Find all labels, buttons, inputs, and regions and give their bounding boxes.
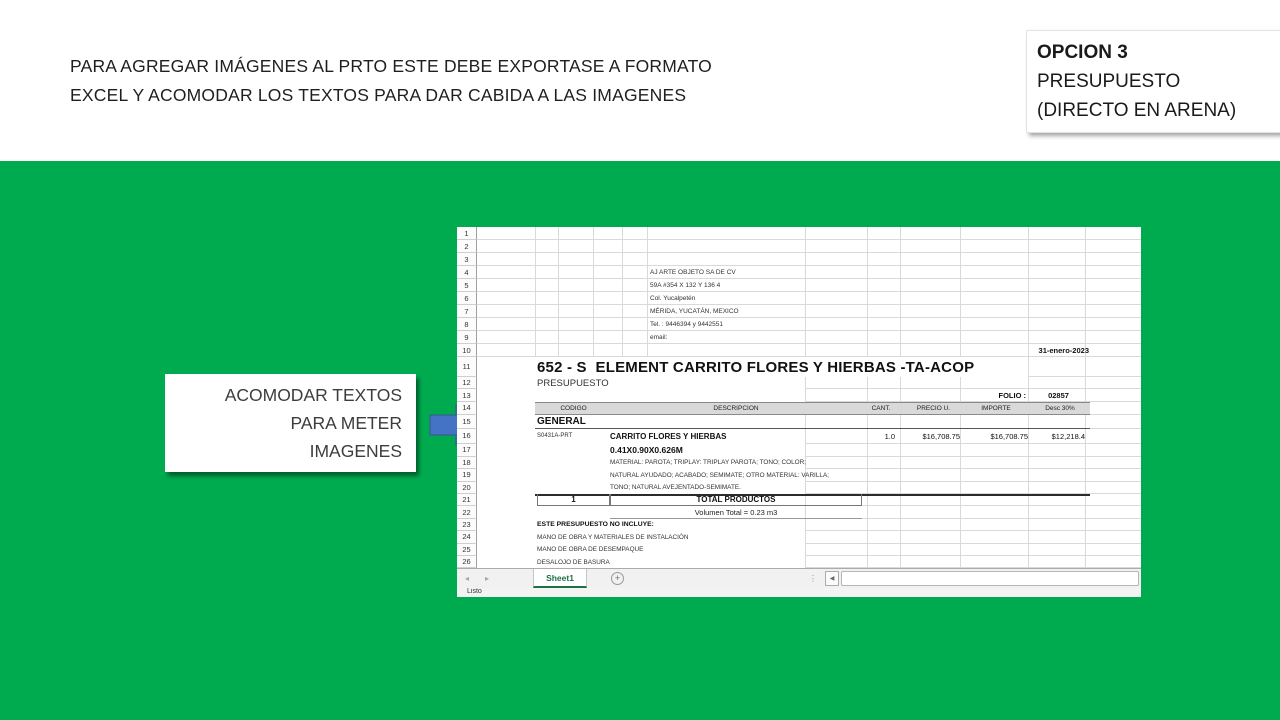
sheet-row [457, 240, 1141, 253]
row-number: 17 [457, 444, 477, 457]
option-note-box [1026, 30, 1280, 133]
sheet-cell: Desc 30% [1045, 404, 1075, 412]
horizontal-scrollbar[interactable] [825, 569, 1141, 588]
scrollbar-thumb[interactable] [841, 571, 1139, 586]
option-line-3: (DIRECTO EN ARENA) [1037, 100, 1237, 121]
sheet-cell: 1 [537, 494, 610, 506]
tabbar-divider-dots-icon: ⋮ [809, 574, 817, 584]
sheet-cell: Col. Yucalpetén [650, 294, 696, 302]
sheet-cell: S0431A-PRT [537, 433, 573, 440]
sheet-cell: AJ ARTE OBJETO SA DE CV [650, 268, 736, 276]
tab-sheet1[interactable]: Sheet1 [533, 569, 587, 588]
sheet-cell: ESTE PRESUPUESTO NO INCLUYE: [537, 521, 654, 529]
row-number: 9 [457, 331, 477, 344]
sheet-cell: PRECIO U. [916, 404, 951, 412]
sheet-cell: $16,708.75 [990, 431, 1028, 441]
sheet-cell: 652 - S ELEMENT CARRITO FLORES Y HIERBAS -TA-ACOP [537, 358, 975, 376]
row-number: 3 [457, 253, 477, 266]
sheet-cell: MÉRIDA, YUCATÁN, MEXICO [650, 307, 739, 315]
row-number: 13 [457, 389, 477, 401]
row-number: 11 [457, 357, 477, 377]
row-number: 5 [457, 279, 477, 292]
sheet-cell: FOLIO : [998, 391, 1026, 401]
row-number: 6 [457, 292, 477, 305]
sheet-tab-bar [457, 568, 1141, 588]
sheet-row [457, 305, 1141, 318]
status-text: Listo [467, 588, 482, 596]
sheet-row [457, 429, 1141, 444]
sheet-cell: CANT. [871, 404, 891, 412]
add-sheet-button[interactable]: + [611, 572, 624, 585]
sheet-cell: MANO DE OBRA Y MATERIALES DE INSTALACIÓN [537, 533, 689, 541]
instruction-line-2: EXCEL Y ACOMODAR LOS TEXTOS PARA DAR CABIDA A LAS IMAGENES [70, 85, 687, 105]
sheet-cell: 1.0 [884, 431, 895, 441]
sheet-row [457, 494, 1141, 506]
sheet-cell: 59A #354 X 132 Y 136 4 [650, 281, 721, 289]
sheet-row [457, 357, 1141, 377]
sheet-row [457, 415, 1141, 429]
slide-instruction-text [70, 52, 712, 110]
row-number: 16 [457, 429, 477, 444]
sheet-cell: IMPORTE [981, 404, 1011, 412]
sheet-row [457, 482, 1141, 494]
sheet-cell [535, 415, 1090, 429]
row-number: 1 [457, 227, 477, 240]
callout-line-2: PARA METER [290, 413, 402, 433]
sheet-cell: MANO DE OBRA DE DESEMPAQUE [537, 546, 644, 554]
option-title: OPCION 3 [1037, 42, 1128, 63]
sheet-cell: 0.41X0.90X0.626M [610, 445, 683, 456]
row-number: 18 [457, 457, 477, 469]
sheet-row [457, 457, 1141, 469]
sheet-row [457, 389, 1141, 401]
sheet-cell: Volumen Total = 0.23 m3 [610, 506, 862, 518]
sheet-cell: TOTAL PRODUCTOS [610, 494, 862, 506]
row-number: 26 [457, 556, 477, 568]
sheet-cell: Tel. : 9446394 y 9442551 [650, 320, 724, 328]
sheet-nav-right-icon[interactable]: ▸ [484, 574, 489, 584]
option-line-2: PRESUPUESTO [1037, 71, 1181, 92]
row-number: 12 [457, 377, 477, 389]
sheet-row [457, 377, 1141, 389]
sheet-row [457, 469, 1141, 481]
status-bar [457, 588, 1141, 597]
row-number: 25 [457, 544, 477, 556]
sheet-cell: PRESUPUESTO [537, 377, 609, 389]
instruction-line-1: PARA AGREGAR IMÁGENES AL PRTO ESTE DEBE EXPORTASE A FORMATO [70, 56, 712, 76]
sheet-cell: $12,218.4 [1051, 431, 1085, 441]
sheet-row [457, 266, 1141, 279]
sheet-cell: TONO; NATURAL AVEJENTADO-SEMIMATE. [610, 484, 741, 492]
sheet-cell: CARRITO FLORES Y HIERBAS [610, 431, 727, 441]
sheet-nav-left-icon[interactable]: ◂ [464, 574, 469, 584]
row-number: 21 [457, 494, 477, 506]
sheet-row [457, 402, 1141, 415]
row-number: 19 [457, 469, 477, 481]
row-number: 10 [457, 344, 477, 357]
row-number: 24 [457, 531, 477, 543]
row-number: 15 [457, 415, 477, 429]
sheet-cell: GENERAL [537, 416, 586, 428]
callout-line-3: IMAGENES [309, 441, 402, 461]
sheet-row [457, 318, 1141, 331]
sheet-row [457, 292, 1141, 305]
sheet-cell: CODIGO [560, 404, 587, 412]
sheet-row [457, 519, 1141, 531]
row-number: 7 [457, 305, 477, 318]
sheet-row [457, 444, 1141, 457]
excel-screenshot [457, 227, 1141, 597]
sheet-cell: NATURAL AYUDADO; ACABADO; SEMIMATE; OTRO MATERIAL: VARILLA; [610, 471, 829, 479]
sheet-row [457, 227, 1141, 240]
sheet-cell: MATERIAL: PAROTA; TRIPLAY: TRIPLAY PAROTA; TONO; COLOR; [610, 459, 807, 467]
row-number: 22 [457, 506, 477, 518]
sheet-row [457, 253, 1141, 266]
sheet-cell: email: [650, 333, 668, 341]
sheet-cell: 31-enero-2023 [1038, 345, 1089, 355]
sheet-cell: $16,708.75 [922, 431, 960, 441]
row-number: 20 [457, 482, 477, 494]
scroll-left-icon[interactable]: ◀ [825, 571, 839, 586]
sheet-row [457, 331, 1141, 344]
callout-line-1: ACOMODAR TEXTOS [224, 385, 402, 405]
sheet-cell: DESCRIPCION [713, 404, 759, 412]
row-number: 4 [457, 266, 477, 279]
sheet-cell: 02857 [1048, 391, 1069, 401]
sheet-rows [457, 227, 1141, 568]
row-number: 2 [457, 240, 477, 253]
sheet-row [457, 344, 1141, 357]
sheet-row [457, 531, 1141, 543]
sheet-row [457, 556, 1141, 568]
row-number: 14 [457, 402, 477, 415]
sheet-row [457, 544, 1141, 556]
row-number: 8 [457, 318, 477, 331]
sheet-row [457, 506, 1141, 518]
sheet-cell: DESALOJO DE BASURA [537, 558, 610, 566]
sheet-row [457, 279, 1141, 292]
callout-box [165, 374, 416, 472]
row-number: 23 [457, 519, 477, 531]
